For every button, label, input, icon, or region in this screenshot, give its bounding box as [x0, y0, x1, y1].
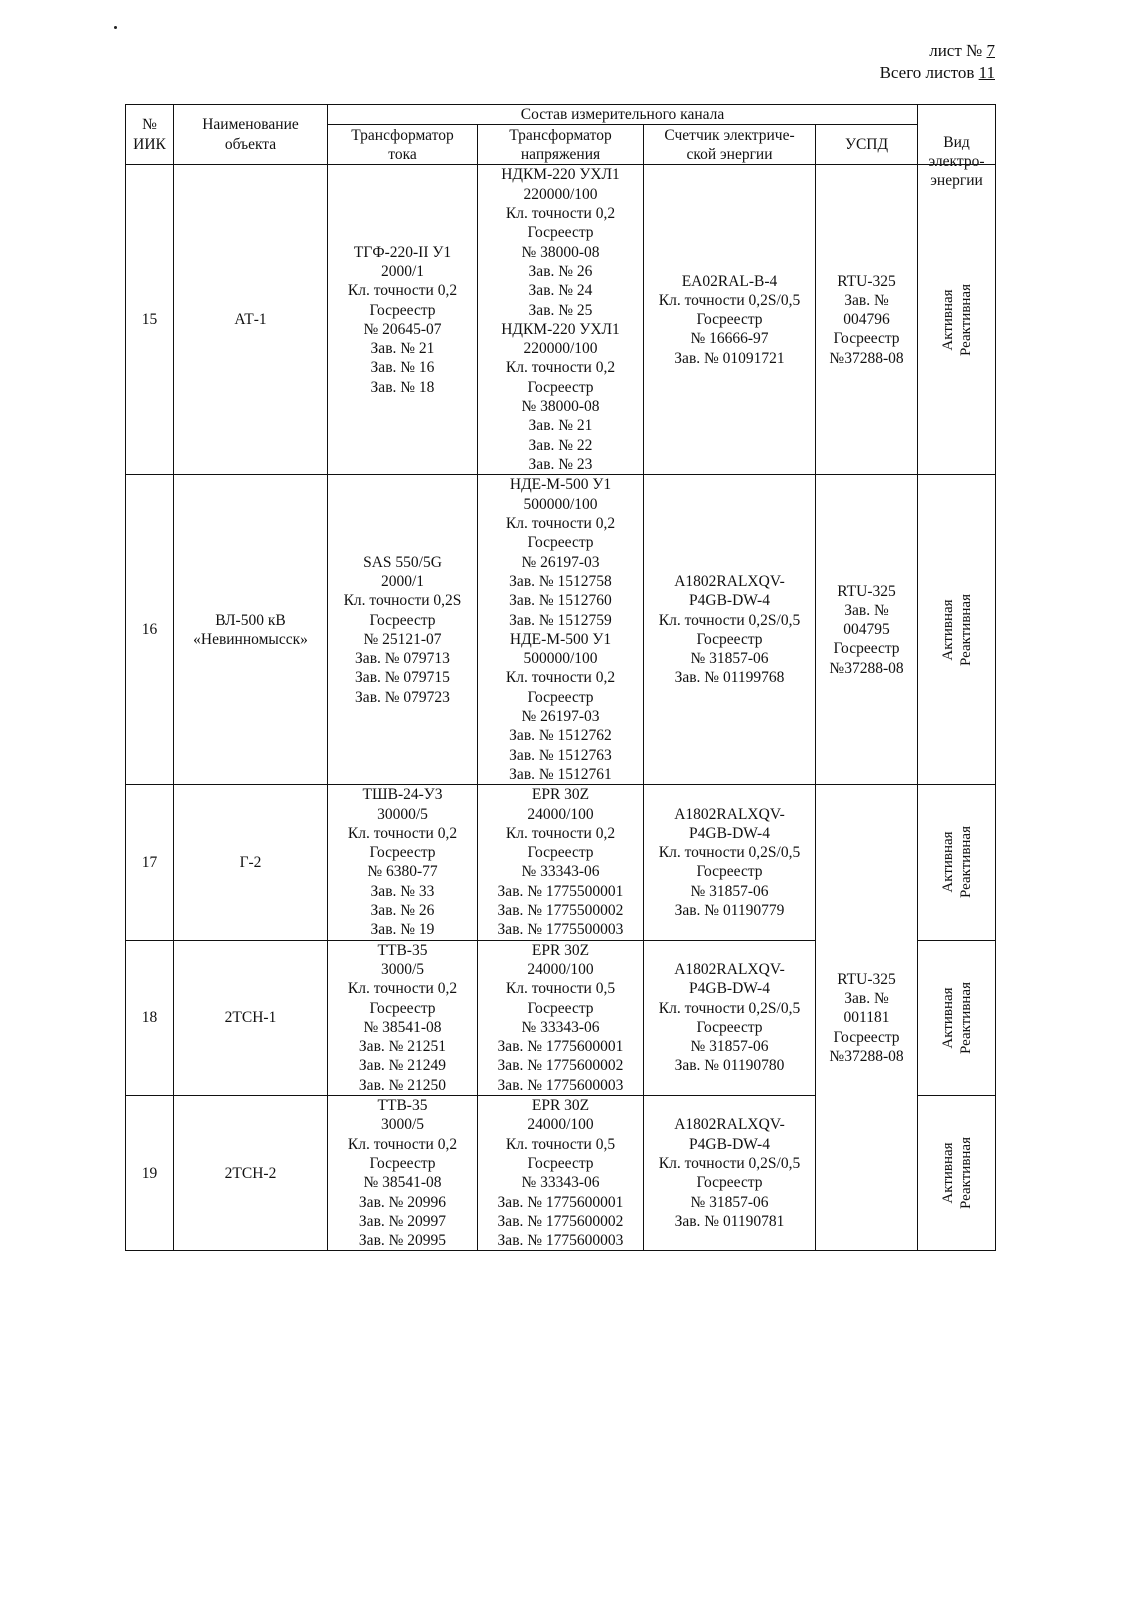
cell-name: 2ТСН-1 — [174, 940, 328, 1095]
kind-text: Активная Реактивная — [939, 981, 974, 1054]
cell-meter: A1802RALXQV- P4GB-DW-4 Кл. точности 0,2S/0,5 Госреестр № 31857-06 Зав. № 01190779 — [644, 785, 816, 940]
channels-table — [125, 104, 996, 1251]
total-num: 11 — [978, 63, 995, 82]
cell-vt: EPR 30Z 24000/100 Кл. точности 0,2 Госреестр № 33343-06 Зав. № 1775500001 Зав. № 1775500002 Зав. № 1775500003 — [478, 785, 644, 940]
cell-uspd: RTU-325 Зав. № 004796 Госреестр №37288-08 — [816, 165, 918, 475]
cell-ct: SAS 550/5G 2000/1 Кл. точности 0,2S Госреестр № 25121-07 Зав. № 079713 Зав. № 079715 Зав. № 079723 — [328, 475, 478, 785]
cell-num: 19 — [126, 1096, 174, 1251]
cell-num: 17 — [126, 785, 174, 940]
cell-kind — [918, 1096, 996, 1251]
sheet-number — [880, 40, 995, 84]
kind-text: Активная Реактивная — [939, 593, 974, 666]
sheet-label: лист № — [929, 41, 983, 60]
header-kind — [918, 105, 996, 189]
cell-meter: A1802RALXQV- P4GB-DW-4 Кл. точности 0,2S/0,5 Госреестр № 31857-06 Зав. № 01190781 — [644, 1096, 816, 1251]
cell-name: ВЛ-500 кВ «Невинномысск» — [174, 475, 328, 785]
cell-ct: ТШВ-24-У3 30000/5 Кл. точности 0,2 Госреестр № 6380-77 Зав. № 33 Зав. № 26 Зав. № 19 — [328, 785, 478, 940]
scan-speck — [114, 26, 117, 29]
header-ct: Трансформатор тока — [328, 125, 478, 165]
cell-ct: ТГФ-220-II У1 2000/1 Кл. точности 0,2 Госреестр № 20645-07 Зав. № 21 Зав. № 16 Зав. № 18 — [328, 165, 478, 475]
cell-name: 2ТСН-2 — [174, 1096, 328, 1251]
cell-kind — [918, 165, 996, 475]
cell-vt: НДКМ-220 УХЛ1 220000/100 Кл. точности 0,2 Госреестр № 38000-08 Зав. № 26 Зав. № 24 Зав. № 25 НДКМ-220 УХЛ1 220000/100 Кл. точности 0,2 Госреестр № 38000-08 Зав. № 21 Зав. № 22 Зав. № 23 — [478, 165, 644, 475]
cell-name: АТ-1 — [174, 165, 328, 475]
header-uspd: УСПД — [816, 125, 918, 165]
cell-vt: НДЕ-М-500 У1 500000/100 Кл. точности 0,2 Госреестр № 26197-03 Зав. № 1512758 Зав. № 1512760 Зав. № 1512759 НДЕ-М-500 У1 500000/100 Кл. точности 0,2 Госреестр № 26197-03 Зав. № 1512762 Зав. № 1512763 Зав. № 1512761 — [478, 475, 644, 785]
cell-vt: EPR 30Z 24000/100 Кл. точности 0,5 Госреестр № 33343-06 Зав. № 1775600001 Зав. № 1775600002 Зав. № 1775600003 — [478, 940, 644, 1095]
total-label: Всего листов — [879, 63, 975, 82]
cell-meter: A1802RALXQV- P4GB-DW-4 Кл. точности 0,2S/0,5 Госреестр № 31857-06 Зав. № 01190780 — [644, 940, 816, 1095]
cell-kind — [918, 475, 996, 785]
cell-kind — [918, 785, 996, 940]
cell-num: 16 — [126, 475, 174, 785]
kind-text: Активная Реактивная — [939, 1137, 974, 1210]
kind-text: Активная Реактивная — [939, 826, 974, 899]
sheet-num: 7 — [986, 41, 995, 60]
table-row — [126, 475, 996, 785]
header-num: № ИИК — [126, 105, 174, 165]
cell-meter: A1802RALXQV- P4GB-DW-4 Кл. точности 0,2S/0,5 Госреестр № 31857-06 Зав. № 01199768 — [644, 475, 816, 785]
cell-kind — [918, 940, 996, 1095]
table-row — [126, 165, 996, 475]
cell-num: 15 — [126, 165, 174, 475]
cell-uspd: RTU-325 Зав. № 001181 Госреестр №37288-08 — [816, 785, 918, 1251]
header-group: Состав измерительного канала — [328, 105, 918, 125]
header-vt: Трансформатор напряжения — [478, 125, 644, 165]
cell-uspd: RTU-325 Зав. № 004795 Госреестр №37288-08 — [816, 475, 918, 785]
cell-vt: EPR 30Z 24000/100 Кл. точности 0,5 Госреестр № 33343-06 Зав. № 1775600001 Зав. № 1775600002 Зав. № 1775600003 — [478, 1096, 644, 1251]
cell-num: 18 — [126, 940, 174, 1095]
cell-meter: EA02RAL-B-4 Кл. точности 0,2S/0,5 Госреестр № 16666-97 Зав. № 01091721 — [644, 165, 816, 475]
table-row — [126, 785, 996, 940]
kind-text: Активная Реактивная — [939, 283, 974, 356]
header-kind-text: Вид электро- энергии — [928, 134, 985, 189]
header-meter: Счетчик электриче- ской энергии — [644, 125, 816, 165]
header-name: Наименование объекта — [174, 105, 328, 165]
cell-ct: ТТВ-35 3000/5 Кл. точности 0,2 Госреестр № 38541-08 Зав. № 20996 Зав. № 20997 Зав. № 20995 — [328, 1096, 478, 1251]
cell-name: Г-2 — [174, 785, 328, 940]
cell-ct: ТТВ-35 3000/5 Кл. точности 0,2 Госреестр № 38541-08 Зав. № 21251 Зав. № 21249 Зав. № 21250 — [328, 940, 478, 1095]
